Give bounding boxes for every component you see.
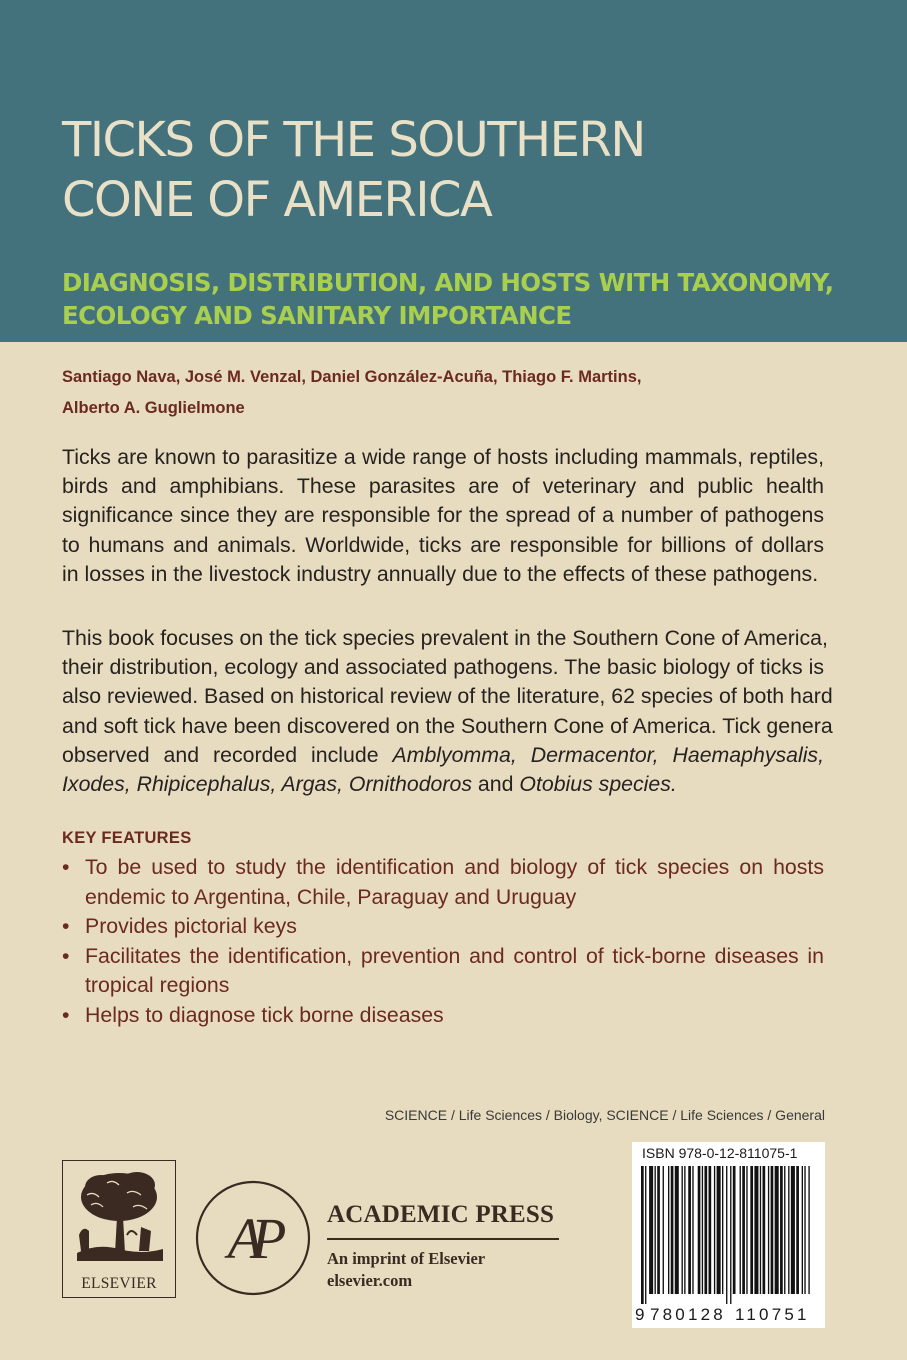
key-feature-text: Helps to diagnose tick borne diseases bbox=[85, 1002, 444, 1027]
description-line: This book focuses on the tick species prevalent in the Southern Cone of America, bbox=[62, 626, 828, 650]
genera-names: Amblyomma, Dermacentor, Haemaphysalis, bbox=[392, 742, 825, 767]
barcode-icon bbox=[639, 1166, 819, 1304]
book-subtitle-line-2: ECOLOGY AND SANITARY IMPORTANCE bbox=[62, 301, 572, 330]
barcode-bar bbox=[763, 1166, 766, 1294]
barcode-bar bbox=[645, 1166, 646, 1304]
description-line: Ticks are known to parasitize a wide range of hosts including mammals, reptiles, bbox=[62, 445, 824, 469]
barcode-bar bbox=[702, 1166, 703, 1294]
genera-names: Otobius species. bbox=[519, 772, 677, 797]
bullet-icon: • bbox=[62, 914, 70, 938]
barcode-bar bbox=[684, 1166, 685, 1294]
description-paragraph-2 bbox=[62, 624, 833, 799]
key-feature-text: To be used to study the identification and biology of tick species on hosts bbox=[85, 855, 824, 879]
barcode-bar bbox=[740, 1166, 741, 1294]
barcode-bar bbox=[730, 1166, 731, 1304]
barcode-digit-prefix: 9 bbox=[635, 1305, 645, 1324]
barcode-bar bbox=[722, 1166, 723, 1294]
publisher-website: elsevier.com bbox=[327, 1271, 413, 1290]
genera-intro-text: observed and recorded include bbox=[62, 742, 393, 767]
key-features-heading: KEY FEATURES bbox=[62, 829, 192, 847]
description-line: and soft tick have been discovered on the Southern Cone of America. Tick genera bbox=[62, 713, 833, 738]
barcode-bar bbox=[649, 1166, 653, 1294]
genera-names: Ixodes, Rhipicephalus, Argas, Ornithodoros bbox=[62, 772, 472, 797]
description-line: also reviewed. Based on historical review of the literature, 62 species of both hard bbox=[62, 684, 833, 709]
key-feature-item bbox=[62, 912, 824, 942]
description-line-genera bbox=[62, 741, 824, 770]
barcode-bar bbox=[688, 1166, 691, 1294]
key-feature-text: Provides pictorial keys bbox=[85, 914, 297, 938]
barcode-bar bbox=[714, 1166, 715, 1294]
barcode-bar bbox=[791, 1166, 795, 1294]
barcode-bar bbox=[682, 1166, 683, 1294]
bullet-icon: • bbox=[62, 855, 70, 879]
key-feature-item bbox=[62, 1001, 824, 1031]
barcode-bar bbox=[796, 1166, 799, 1294]
barcode-bar bbox=[780, 1166, 783, 1294]
book-subtitle-line-1: DIAGNOSIS, DISTRIBUTION, AND HOSTS WITH TAXONOMY, bbox=[62, 268, 834, 297]
barcode-digits-right: 110751 bbox=[735, 1305, 810, 1324]
barcode-bar bbox=[775, 1166, 779, 1294]
barcode-bar bbox=[802, 1166, 803, 1294]
barcode-bar bbox=[784, 1166, 785, 1294]
barcode-bar bbox=[657, 1166, 660, 1294]
barcode-bar bbox=[717, 1166, 721, 1294]
description-line-genera-2 bbox=[62, 770, 824, 799]
isbn-barcode-box bbox=[632, 1142, 825, 1328]
subject-categories: SCIENCE / Life Sciences / Biology, SCIENCE / Life Sciences / General bbox=[384, 1107, 825, 1123]
book-title bbox=[62, 110, 862, 230]
barcode-bar bbox=[808, 1166, 809, 1294]
bullet-icon: • bbox=[62, 943, 70, 968]
description-paragraph-1 bbox=[62, 443, 824, 589]
barcode-bar bbox=[655, 1166, 656, 1294]
description-line: in losses in the livestock industry annually due to the effects of these pathogens. bbox=[62, 561, 819, 586]
barcode-bar bbox=[750, 1166, 753, 1294]
key-features-list bbox=[62, 853, 824, 1030]
barcode-bar bbox=[692, 1166, 693, 1294]
barcode-bar bbox=[709, 1166, 712, 1294]
key-feature-text-continued: endemic to Argentina, Chile, Paraguay and Uruguay bbox=[85, 884, 577, 909]
elsevier-logo bbox=[62, 1160, 176, 1298]
publisher-imprint bbox=[327, 1248, 485, 1292]
key-feature-item bbox=[62, 942, 824, 1001]
barcode-bar bbox=[663, 1166, 664, 1294]
barcode-bar bbox=[760, 1166, 761, 1294]
key-feature-text-continued: tropical regions bbox=[85, 973, 230, 997]
elsevier-tree-icon bbox=[67, 1165, 171, 1269]
author-line-1: Santiago Nava, José M. Venzal, Daniel González-Acuña, Thiago F. Martins, bbox=[62, 368, 642, 386]
barcode-bar bbox=[733, 1166, 736, 1294]
barcode-bar bbox=[788, 1166, 789, 1294]
publisher-name: ACADEMIC PRESS bbox=[327, 1201, 555, 1228]
author-line-2: Alberto A. Guglielmone bbox=[62, 399, 245, 417]
barcode-bar bbox=[771, 1166, 774, 1294]
barcode-digits-left: 780128 bbox=[650, 1305, 726, 1324]
barcode-bar bbox=[668, 1166, 669, 1294]
barcode-bar bbox=[746, 1166, 747, 1294]
elsevier-wordmark: ELSEVIER bbox=[81, 1275, 157, 1292]
barcode-bar bbox=[754, 1166, 758, 1294]
description-line: their distribution, ecology and associated pathogens. The basic biology of ticks is bbox=[62, 655, 824, 680]
book-subtitle bbox=[62, 266, 862, 332]
key-feature-item bbox=[62, 853, 824, 912]
barcode-bar bbox=[698, 1166, 701, 1294]
barcode-bar bbox=[704, 1166, 707, 1294]
description-line: significance since they are responsible for the spread of a number of pathogens bbox=[62, 503, 824, 528]
barcode-bar bbox=[726, 1166, 727, 1304]
publisher-divider bbox=[327, 1238, 559, 1240]
barcode-bar bbox=[671, 1166, 674, 1294]
barcode-bar bbox=[768, 1166, 769, 1294]
academic-press-logo-icon bbox=[193, 1178, 313, 1298]
description-line: to humans and animals. Worldwide, ticks are responsible for billions of dollars bbox=[62, 532, 824, 557]
barcode-bar bbox=[675, 1166, 679, 1294]
barcode-bar bbox=[641, 1166, 644, 1304]
book-title-line-1: TICKS OF THE SOUTHERN bbox=[62, 112, 645, 168]
barcode-bar bbox=[742, 1166, 745, 1294]
bullet-icon: • bbox=[62, 1002, 70, 1027]
book-title-line-2: CONE OF AMERICA bbox=[62, 172, 492, 228]
barcode-bar bbox=[804, 1166, 805, 1294]
imprint-line: An imprint of Elsevier bbox=[327, 1249, 486, 1268]
author-list bbox=[62, 362, 842, 424]
ap-monogram: AP bbox=[227, 1206, 275, 1271]
key-feature-text: Facilitates the identification, prevention and control of tick-borne diseases in bbox=[85, 943, 824, 968]
isbn-label: ISBN 978-0-12-811075-1 bbox=[642, 1145, 798, 1161]
description-line: birds and amphibians. These parasites are of veterinary and public health bbox=[62, 474, 824, 499]
genera-joiner: and bbox=[472, 772, 520, 797]
